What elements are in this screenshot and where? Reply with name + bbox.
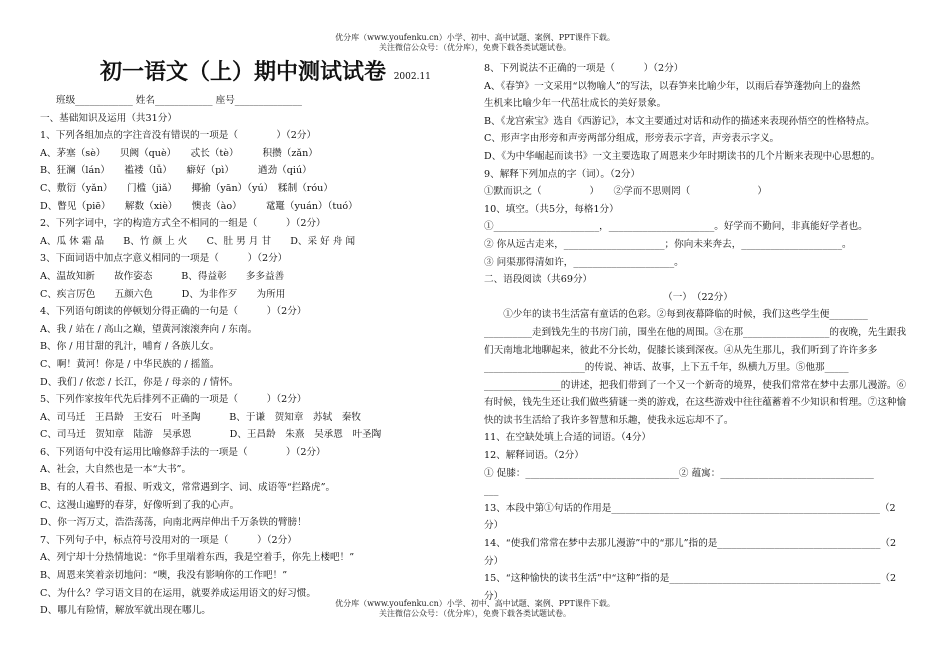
question-line: 13、本段中第①句话的作用是________________________________________________________（2 [484,502,896,514]
question-line: C、这漫山遍野的春芽，好像听到了我的心声。 [40,499,240,511]
question-line: C、为什么？学习语文目的在运用，就要养成运用语文的好习惯。 [40,587,316,599]
question-line: 9、解释下列加点的字（词）。（2分） [484,168,641,180]
question-line: B、《龙宫索宝》选自《西游记》，本文主要通过对话和动作的描述来表现孙悟空的性格特点。 [484,115,875,127]
student-info-line: 班级____________ 姓名____________ 座号______________ [56,95,302,106]
page-footer [0,599,950,619]
question-line: C、疾言厉色 五颜六色 D、为非作歹 为所用 [40,288,286,300]
question-line: A、社会，大自然也是一本“大书”。 [40,464,192,476]
question-line: 生机来比喻少年一代茁壮成长的美好景象。 [484,98,667,110]
question-line: 12、解释词语。（2分） [484,450,584,462]
header-line-1: 优分库（www.youfenku.cn）小学、初中、高中试题、案例、PPT课件下载。 [335,33,615,42]
question-line: D、瞥见（piē） 解数（xiè） 懊丧（ào） 鼋鼍（yuán）（tuó） [40,200,358,212]
question-line: ② 你从远古走来，_____________________；你向未来奔去，_____________________。 [484,238,852,250]
exam-date: 2002.11 [393,72,431,82]
question-line: ③ 问渠那得清如许，_____________________。 [484,256,684,268]
question-line: A、瓜 休 霜 晶 B、竹 颜 上 火 C、肚 男 月 甘 D、采 好 舟 闻 [40,235,356,247]
question-line: 5、下列作家按年代先后排列不正确的一项是（ ）（2分） [40,394,307,406]
question-line: C、啊！黄河！你是 / 中华民族的 / 摇篮。 [40,358,220,370]
question-line: C、敷衍（yǎn） 门槛（jiǎ） 揶揄（yān）（yú） 糅制（róu） [40,182,333,194]
question-line: A、列宁却十分热情地说：“你手里端着东西，我是空着手，你先上楼吧！” [40,552,355,564]
reading-passage: ①少年的读书生活富有童话的色彩。②每到夜幕降临的时候，我们这些学生便________ __________走到钱先生的书房门前，围坐在他的周围。③在那__________________的夜晚，先生跟我们天南地北地聊起来，彼此不分长幼，促膝长谈到深夜。④从先生那儿，我们听到了许许多多_____________________的传说、神话、故事，上下五千年，纵横九万里。⑤他那_____ ________________的讲述，把我们带到了一个又一个新奇的境界，使我们常常在梦中去那儿漫游。⑥有时候，钱先生还让我们做些猜谜一类的游戏，在这些游戏中往往蕴蓄着不少知识和哲理。⑦这种愉快的读书生活给了我许多智慧和乐趣，使我永远忘却不了。 [484,309,907,426]
question-line: A、《春笋》一文采用“以物喻人”的写法，以春笋来比喻少年，以雨后春笋蓬勃向上的盎然 [484,80,861,92]
question-line: 分） [484,590,504,602]
question-line: A、茅塞（sè） 贝阙（què） 忒长（tè） 积攒（zǎn） [40,147,318,159]
question-line: D、我们 / 依恋 / 长江，你是 / 母亲的 / 情怀。 [40,376,239,388]
question-line: ①默而识之（ ） ②学而不思则罔（ ） [484,186,768,198]
question-line: 14、“使我们常常在梦中去那儿漫游”中的“那儿”指的是__________________________________（2 [484,538,897,550]
question-line: 7、下列句子中，标点符号没用对的一项是（ ）（2分） [40,534,297,546]
right-column [484,60,912,605]
question-line: A、司马迁 王昌龄 王安石 叶圣陶 B、于谦 贺知章 苏轼 秦牧 [40,411,361,423]
question-line: 15、“这种愉快的读书生活”中“这种”指的是____________________________________________（2 [484,573,897,585]
right-question-list-top [484,60,912,289]
question-line: B、狂澜（lán） 褴褛（lǚ） 癖好（pì） 遒劲（qiú） [40,165,312,177]
question-line: 分） [484,555,504,567]
question-line: 3、下面词语中加点字意义相同的一项是（ ）（2分） [40,253,288,265]
right-question-list-bottom [484,429,912,605]
question-line: C、形声字由形旁和声旁两部分组成，形旁表示字音，声旁表示字义。 [484,133,780,145]
question-line: 2、下列字词中，字的构造方式全不相同的一组是（ ）（2分） [40,218,326,230]
question-line: A、温故知新 故作姿态 B、得益彰 多多益善 [40,270,285,282]
header-line-2: 关注微信公众号：（优分库），免费下载各类试题试卷。 [379,43,571,52]
question-line: D、哪儿有险情，解放军就出现在哪儿。 [40,605,211,617]
footer-line-2: 关注微信公众号：（优分库），免费下载各类试题试卷。 [379,609,571,618]
question-line: 4、下列语句朗读的停顿划分得正确的一句是（ ）（2分） [40,306,307,318]
question-line: ___ [484,485,499,497]
question-line: B、周恩来笑着亲切地问：“噢，我没有影响你的工作吧！” [40,570,288,582]
question-line: B、有的人看书、看报、听戏文，常常遇到字、词、成语等“拦路虎”。 [40,482,336,494]
question-line: ① 促膝：________________________________② 蕴寓：________________________________ [484,467,874,479]
footer-line-1: 优分库（www.youfenku.cn）小学、初中、高中试题、案例、PPT课件下载。 [335,599,615,608]
question-line: A、我 / 站在 / 高山之巅，望黄河滚滚奔向 / 东南。 [40,323,258,335]
question-line: B、你 / 用甘甜的乳汁，哺育 / 各族儿女。 [40,341,220,353]
passage-section-title: （一） （22分） [663,291,733,303]
question-line: D、《为中华崛起而读书》一文主要选取了周恩来少年时期读书的几个片断来表现中心思想的。 [484,150,881,162]
question-line: 二、语段阅读（共69分） [484,274,593,286]
question-line: 分） [484,520,504,532]
question-line: 一、基础知识及运用（共31分） [40,112,177,124]
left-question-list [40,110,458,620]
question-line: ①______________________，______________________。好学而不勤问，非真能好学者也。 [484,221,868,233]
exam-title-text: 初一语文（上）期中测试试卷 [100,60,387,85]
page-header [0,33,950,53]
question-line: 11、在空缺处填上合适的词语。（4分） [484,432,652,444]
question-line: C、司马迁 贺知章 陆游 吴承恩 D、王昌龄 朱熹 吴承恩 叶圣陶 [40,429,382,441]
exam-title [100,58,458,92]
question-line: 1、下列各组加点的字注音没有错误的一项是（ ）（2分） [40,130,317,142]
question-line: 8、下列说法不正确的一项是（ ）（2分） [484,63,684,74]
question-line: 10、填空。（共5分，每格1分） [484,203,619,215]
question-line: D、你一泻万丈，浩浩荡荡，向南北两岸伸出千万条铁的臂膀！ [40,517,307,529]
question-line: 6、下列语句中没有运用比喻修辞手法的一项是（ ）（2分） [40,446,326,458]
left-column [40,58,458,620]
